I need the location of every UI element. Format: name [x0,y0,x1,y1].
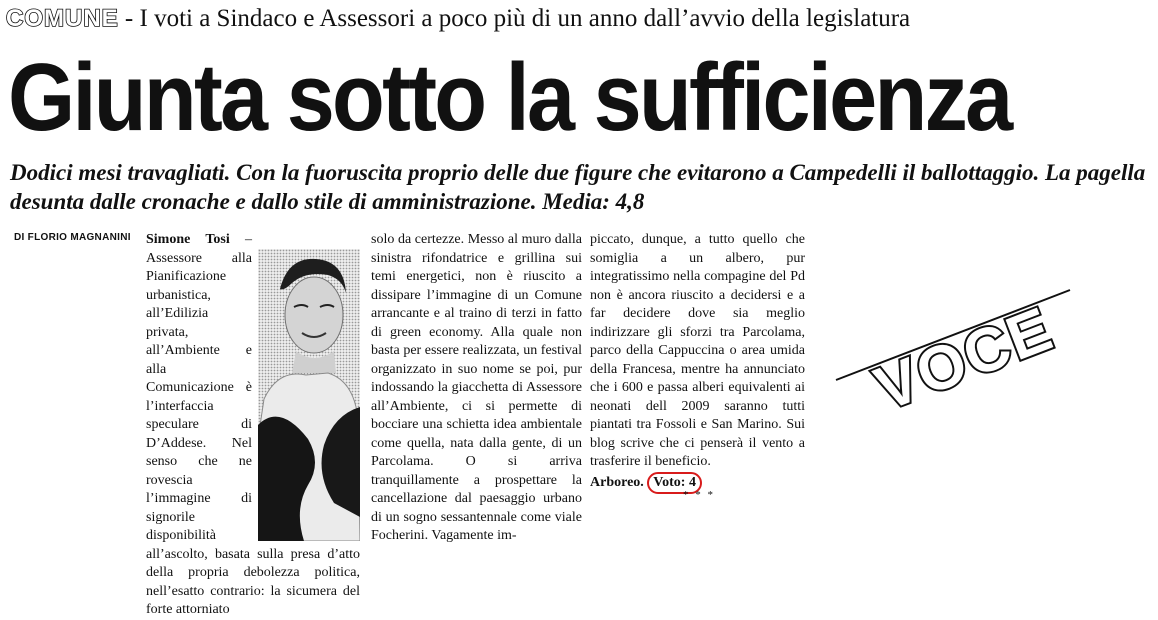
kicker-line [6,4,1156,34]
subheadline: Dodici mesi travagliati. Con la fuoruscita proprio delle due figure che evitarono a Campedelli il ballottaggio. La pagella desunta dalle cronache e dallo stile di amministrazione. Media: 4,8 [10,160,1146,214]
byline: DI FLORIO MAGNANINI [14,232,131,243]
article-name: Simone Tosi [146,232,230,247]
article-text-1: – Assessore alla Pianificazione urbanistica, all’Edilizia privata, all’Ambiente e alla Comunicazione è l’interfaccia speculare di D’Addese. Nel senso che ne rovescia l’immagine di signorile disponibilità all’ascolto, basata sulla presa d’atto della propria debolezza politica, nell’esatto contrario: la sicumera del forte attorniato [146,232,360,617]
article-text-2: solo da certezze. Messo al muro dalla sinistra rifondatrice e grillina sui temi energetici, non è riuscito a dissipare l’immagine di un Comune arrancante e al traino di terzi in fatto di green economy. Alla quale non basta per essere realizzata, un festival organizzato in suo nome se poi, pur indossando la giacchetta di Assessore all’Ambiente, ci si permette di bocciare una schietta idea ambientale come quella, nata dalla gente, di un Parcolama. O si arriva tranquillamente a prospettare la cancellazione dal paesaggio urbano di un sogno sessantennale come viale Focherini. Vagamente im- [371,232,582,543]
section-tag: COMUNE [6,5,119,32]
article-column-1 [146,231,360,620]
portrait-illustration [258,249,360,541]
kicker-text: - I voti a Sindaco e Assessori a poco più di un anno dall’avvio della legislatura [118,5,911,32]
closing-word: Arboreo. [590,474,644,490]
article-text-3: piccato, dunque, a tutto quello che somiglia a un albero, pur integratissimo nella compagine del Pd non è ancora riuscito a decidersi e a far decidere dove sia meglio indirizzare gli sforzi tra Parcolama, parco della Cappuccina o area umida della Francesa, mentre ha annunciato che i 600 e passa alberi equivalenti ai neonati dell 2009 saranno tutti piantati tra Fossoli e San Marino. Sui blog scrive che ci penserà il vento a trasferire il beneficio. [590,232,805,469]
headline: Giunta sotto la sufficienza [8,44,1011,151]
article-column-2 [371,231,582,546]
portrait-photo [258,249,360,541]
voce-logo-text: VOCE [866,294,1063,425]
article-column-3 [590,231,805,494]
end-stars: * * * [683,489,715,501]
grade-badge: Voto: 4 [647,472,702,495]
voce-logo-graphic [832,268,1080,428]
voce-logo [832,268,1080,428]
